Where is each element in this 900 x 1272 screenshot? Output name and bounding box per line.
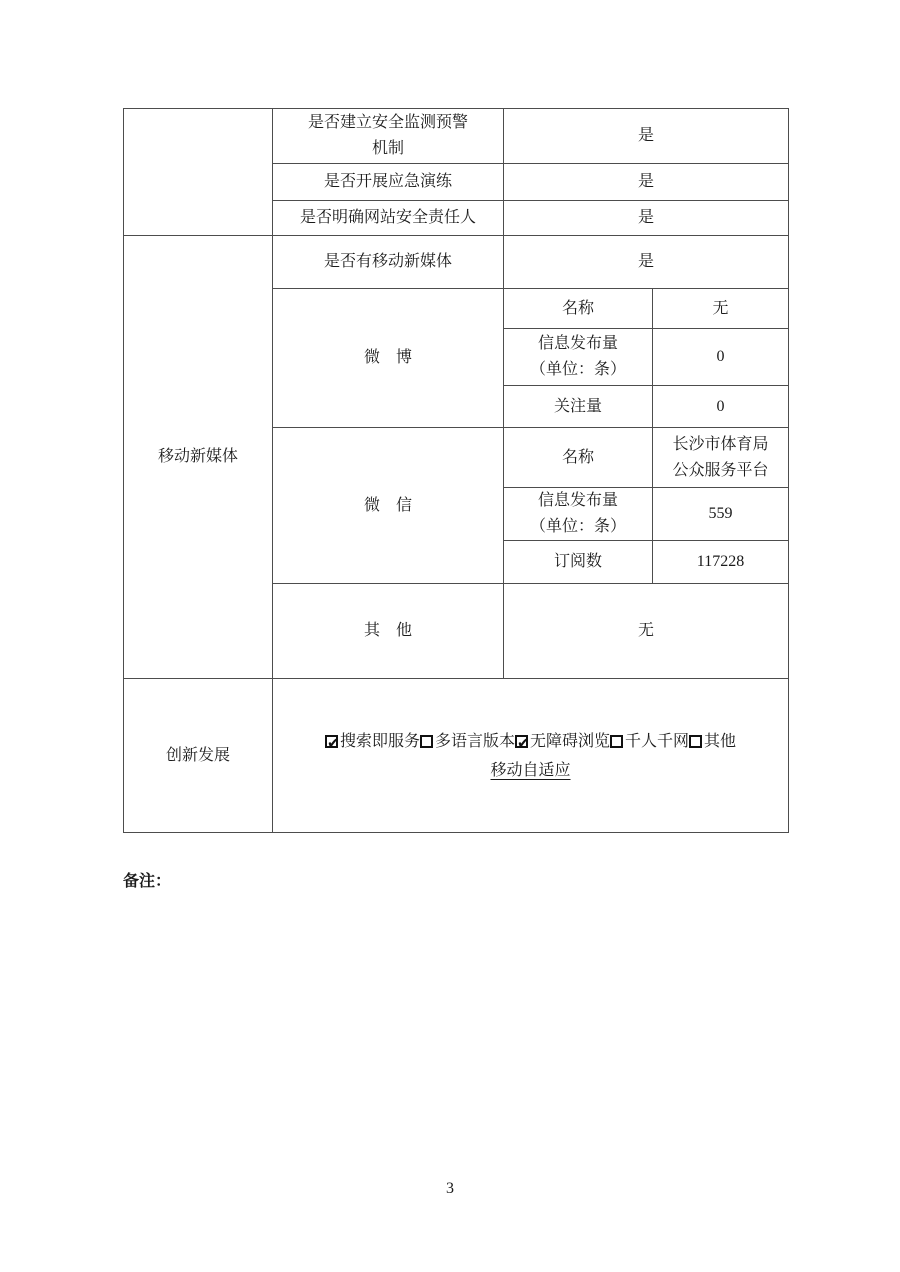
row-label-emergency-drill: 是否开展应急演练 [273,164,504,201]
weixin-posts-label [504,488,653,541]
weixin-subscribers-value: 117228 [653,541,789,584]
row-label-security-responsible: 是否明确网站安全责任人 [273,201,504,236]
weixin-posts-value: 559 [653,488,789,541]
innovation-options-cell [273,679,789,833]
innovation-option [515,733,610,750]
table-row [124,109,789,164]
innovation-option [325,733,420,750]
innovation-options-line [273,727,788,757]
weibo-posts-value: 0 [653,329,789,386]
label-line: 信息发布量 [537,335,618,352]
option-label: 千人千网 [625,732,690,750]
weixin-subscribers-label: 订阅数 [504,541,653,584]
row-value-security-responsible: 是 [504,201,789,236]
value-line: 长沙市体育局 [672,435,769,453]
weibo-name-value: 无 [653,289,789,329]
row-value-security-monitoring: 是 [504,109,789,164]
weibo-posts-label [504,329,653,386]
option-label: 搜索即服务 [339,732,420,750]
table-row [124,236,789,289]
weibo-followers-value: 0 [653,386,789,428]
innovation-option [610,733,689,750]
weibo-followers-label: 关注量 [504,386,653,428]
innovation-option [689,733,736,750]
value-line: 公众服务平台 [672,461,769,479]
option-label: 无障碍浏览 [530,732,611,750]
group-label-weixin: 微 信 [273,428,504,584]
group-label-weibo: 微 博 [273,289,504,428]
checkbox-other-icon [689,735,702,748]
label-line: 信息发布量 [537,492,618,509]
checkbox-multilanguage-icon [420,735,433,748]
section-label-mobile-media: 移动新媒体 [124,236,273,679]
label-line: （单位：条） [529,518,626,535]
checkbox-search-as-service-icon [325,735,338,748]
innovation-other-detail: 移动自适应 [490,761,571,779]
row-label-has-mobile-media: 是否有移动新媒体 [273,236,504,289]
checkbox-accessibility-icon [515,735,528,748]
page-number: 3 [446,1180,454,1197]
weixin-name-value [653,428,789,488]
annual-report-table [123,108,789,833]
row-label-security-monitoring [273,109,504,164]
label-line: 是否建立安全监测预警 [307,114,468,131]
other-media-value: 无 [504,584,789,679]
row-value-has-mobile-media: 是 [504,236,789,289]
option-label: 多语言版本 [434,732,515,750]
weibo-name-label: 名称 [504,289,653,329]
section-label-empty-cell [124,109,273,236]
label-line: （单位：条） [529,361,626,378]
innovation-option [420,733,515,750]
section-label-innovation: 创新发展 [124,679,273,833]
remarks-label: 备注： [123,873,172,890]
checkbox-personalized-icon [610,735,623,748]
table-row [124,679,789,833]
group-label-other-media: 其 他 [273,584,504,679]
row-value-emergency-drill: 是 [504,164,789,201]
label-line: 机制 [371,140,404,157]
weixin-name-label: 名称 [504,428,653,488]
option-label: 其他 [704,732,737,750]
